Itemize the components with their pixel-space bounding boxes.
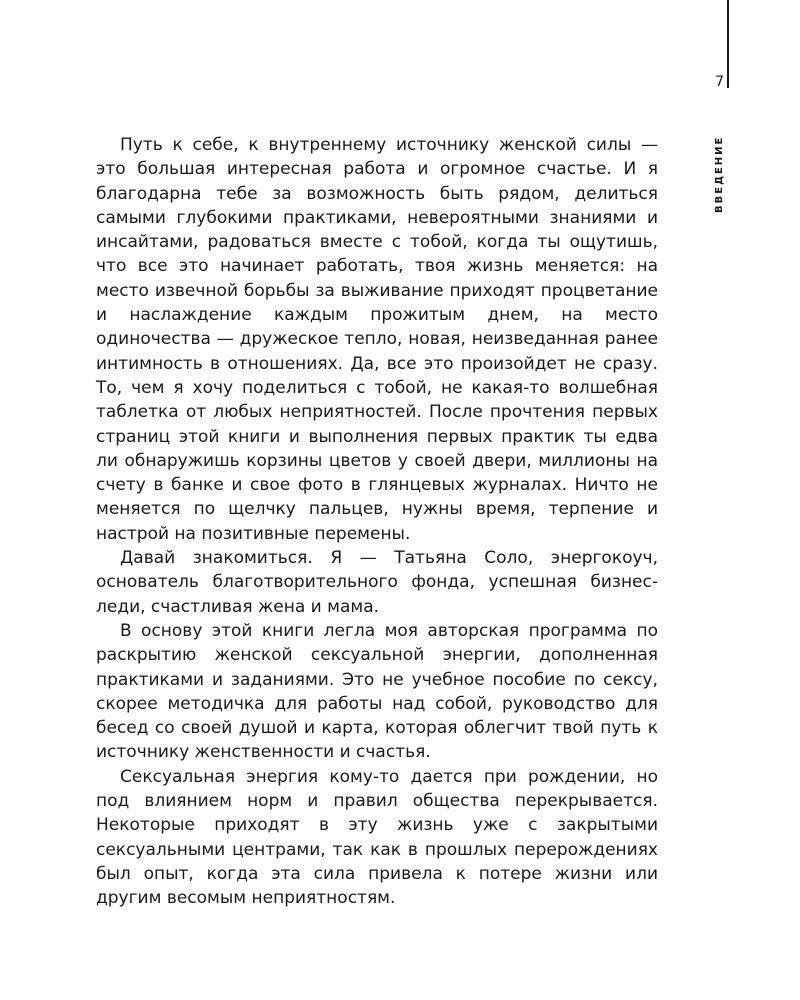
- paragraph: Путь к себе, к внутреннему источнику женской силы — это большая интересная работа и огромное счастье. И я благодарна тебе за возможность быть рядом, делиться самыми глубокими практиками, невероятными знаниями и инсайтами, радоваться вместе с тобой, когда ты ощутишь, что все это начинает работать, твоя жизнь меняется: на место извечной борьбы за выживание приходят процветание и наслаждение каждым прожитым днем, на место одиночества — дружеское тепло, новая, неизведанная ранее интимность в отношениях. Да, все это произойдет не сразу. То, чем я хочу поделиться с тобой, не какая-то волшебная таблетка от любых неприятностей. После прочтения первых страниц этой книги и выполнения первых практик ты едва ли обнаружишь корзины цветов у своей двери, миллионы на счету в банке и свое фото в глянцевых журналах. Ничто не меняется по щелчку пальцев, нужны время, терпение и настрой на позитивные перемены.: [96, 135, 658, 544]
- body-text: [96, 133, 658, 911]
- running-head: ВВЕДЕНИЕ: [714, 135, 725, 213]
- paragraph: Сексуальная энергия кому-то дается при рождении, но под влиянием норм и правил общества перекрывается. Некоторые приходят в эту жизнь уже с закрытыми сексуальными центрами, так как в прошлых перерождениях был опыт, когда эта сила привела к потере жизни или другим весомым неприятностям.: [96, 766, 658, 909]
- paragraph: Давай знакомиться. Я — Татьяна Соло, энергокоуч, основатель благотворительного фонда, успешная бизнес-леди, счастливая жена и мама.: [96, 548, 658, 617]
- margin-rule: [727, 0, 729, 88]
- paragraph: В основу этой книги легла моя авторская программа по раскрытию женской сексуальной энергии, дополненная практиками и заданиями. Это не учебное пособие по сексу, скорее методичка для работы над собой, руководство для бесед со своей душой и карта, которая облегчит твой путь к источнику женственности и счастья.: [96, 620, 658, 763]
- page-number: 7: [715, 74, 724, 90]
